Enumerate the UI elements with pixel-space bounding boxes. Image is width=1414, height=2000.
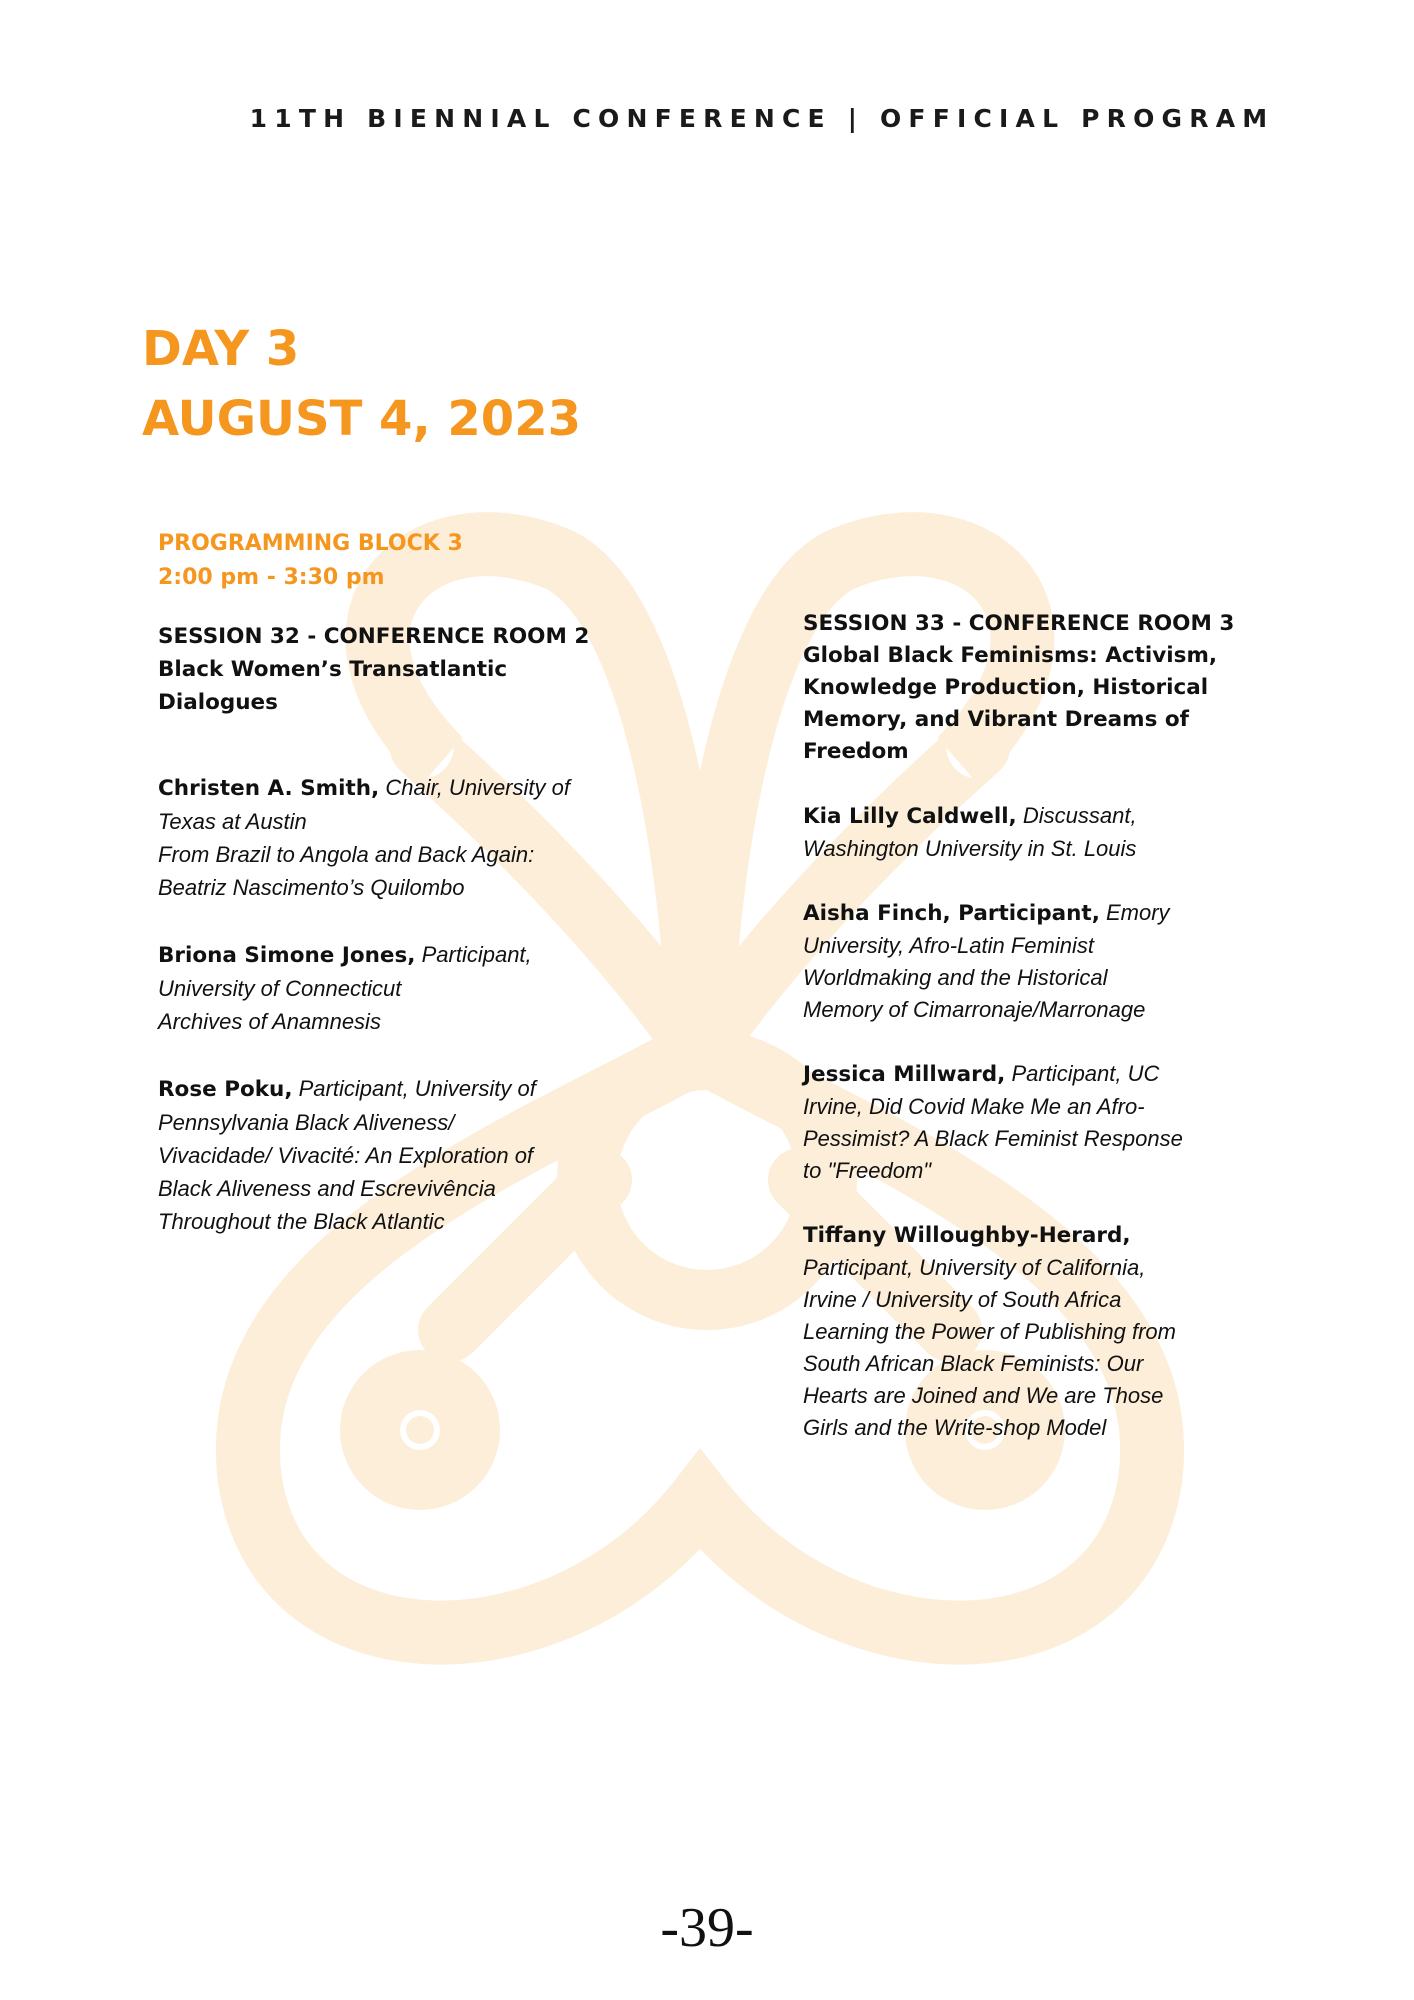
participant-detail: Participant, UC <box>1011 1061 1160 1086</box>
participant-detail: to "Freedom" <box>803 1158 932 1183</box>
day-heading <box>142 314 581 454</box>
participant-name: Tiffany Willoughby-Herard, <box>803 1223 1131 1248</box>
session-heading-line: Freedom <box>803 739 909 764</box>
session-32-heading <box>158 620 668 719</box>
participant-entry <box>803 897 1293 1026</box>
session-heading-line: SESSION 32 - CONFERENCE ROOM 2 <box>158 624 590 649</box>
page-number: -39- <box>660 1897 754 1959</box>
participant-detail: Learning the Power of Publishing from <box>803 1319 1176 1344</box>
day-date: AUGUST 4, 2023 <box>142 391 581 447</box>
participant-entry <box>803 800 1293 865</box>
day-label: DAY 3 <box>142 321 300 377</box>
participant-name: Aisha Finch, Participant, <box>803 901 1100 926</box>
participant-detail: Chair, University of <box>385 775 570 800</box>
page-header: 11TH BIENNIAL CONFERENCE | OFFICIAL PROGRAM <box>249 104 1275 133</box>
participant-detail: Participant, University of <box>298 1076 536 1101</box>
participant-detail: University of Connecticut <box>158 976 402 1001</box>
participant-detail: Archives of Anamnesis <box>158 1009 381 1034</box>
participant-detail: Participant, <box>421 942 532 967</box>
participant-detail: Memory of Cimarronaje/Marronage <box>803 997 1146 1022</box>
participant-entry <box>158 938 668 1038</box>
session-33-heading <box>803 608 1293 768</box>
session-heading-line: Memory, and Vibrant Dreams of <box>803 707 1189 732</box>
participant-name: Christen A. Smith, <box>158 776 380 801</box>
session-heading-line: Global Black Feminisms: Activism, <box>803 643 1218 668</box>
participant-detail: Throughout the Black Atlantic <box>158 1209 445 1234</box>
participant-detail: Hearts are Joined and We are Those <box>803 1383 1164 1408</box>
session-heading-line: Dialogues <box>158 690 278 715</box>
participant-entry <box>803 1058 1293 1187</box>
participant-detail: From Brazil to Angola and Back Again: <box>158 842 535 867</box>
session-heading-line: Knowledge Production, Historical <box>803 675 1209 700</box>
participant-detail: University, Afro-Latin Feminist <box>803 933 1094 958</box>
participant-detail: Worldmaking and the Historical <box>803 965 1108 990</box>
participant-detail: Irvine, Did Covid Make Me an Afro- <box>803 1094 1145 1119</box>
programming-block <box>158 527 463 595</box>
block-time: 2:00 pm - 3:30 pm <box>158 565 385 590</box>
block-label: PROGRAMMING BLOCK 3 <box>158 531 463 556</box>
participant-detail: Beatriz Nascimento’s Quilombo <box>158 875 465 900</box>
participant-name: Kia Lilly Caldwell, <box>803 804 1017 829</box>
participant-detail: Pennsylvania Black Aliveness/ <box>158 1110 455 1135</box>
participant-entry <box>803 1219 1293 1444</box>
participant-entry <box>158 771 668 904</box>
participant-detail: Texas at Austin <box>158 809 307 834</box>
session-heading-line: SESSION 33 - CONFERENCE ROOM 3 <box>803 611 1235 636</box>
participant-name: Jessica Millward, <box>803 1062 1006 1087</box>
participant-detail: Discussant, <box>1022 803 1137 828</box>
session-32-column <box>158 620 668 1272</box>
participant-detail: Pessimist? A Black Feminist Response <box>803 1126 1183 1151</box>
participant-detail: South African Black Feminists: Our <box>803 1351 1144 1376</box>
participant-name: Rose Poku, <box>158 1077 293 1102</box>
participant-detail: Girls and the Write-shop Model <box>803 1415 1107 1440</box>
session-33-column <box>803 608 1293 1478</box>
participant-detail: Vivacidade/ Vivacité: An Exploration of <box>158 1143 534 1168</box>
participant-detail: Participant, University of California, <box>803 1255 1146 1280</box>
participant-detail: Black Aliveness and Escrevivência <box>158 1176 496 1201</box>
participant-name: Briona Simone Jones, <box>158 943 416 968</box>
session-heading-line: Black Women’s Transatlantic <box>158 657 508 682</box>
participant-entry <box>158 1072 668 1238</box>
participant-detail: Irvine / University of South Africa <box>803 1287 1122 1312</box>
participant-detail: Emory <box>1106 900 1170 925</box>
participant-detail: Washington University in St. Louis <box>803 836 1137 861</box>
